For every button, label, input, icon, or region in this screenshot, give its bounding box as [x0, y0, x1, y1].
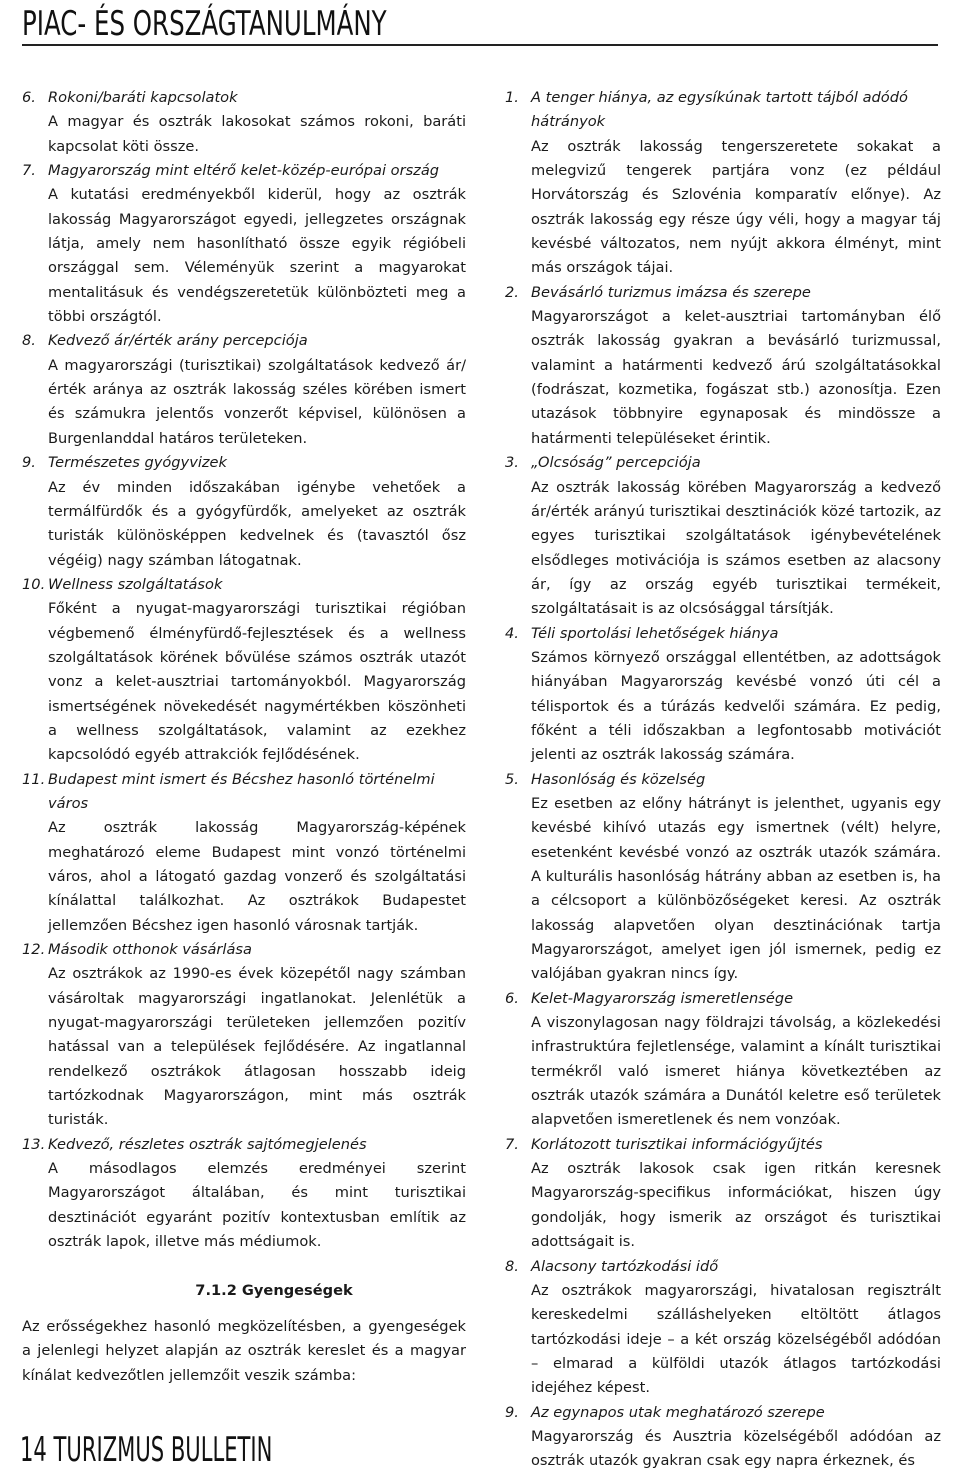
item-title: Az egynapos utak meghatározó szerepe: [531, 1403, 825, 1421]
item-number: 6.: [505, 989, 519, 1007]
item-text: Az osztrákok magyarországi, hivatalosan regisztrált kereskedelmi szálláshelyeken eltöltött átlagos tartózkodási ideje – a két ország közelségéből adódóan – elmarad a külföldi utazók átlagos tartózkodási idejéhez képest.: [531, 1281, 941, 1397]
item-heading: [22, 86, 466, 110]
item-title: Korlátozott turisztikai információgyűjtés: [531, 1135, 823, 1153]
page-footer: 14 TURIZMUS BULLETIN: [20, 1430, 273, 1470]
item-title: Budapest mint ismert és Bécshez hasonló történelmi város: [48, 770, 435, 812]
item-title: Téli sportolási lehetőségek hiánya: [531, 624, 779, 642]
item-title: A tenger hiánya, az egysíkúnak tartott tájból adódó hátrányok: [531, 89, 908, 131]
item-title: Magyarország mint eltérő kelet-közép-európai ország: [48, 162, 440, 180]
list-item: [505, 281, 941, 451]
header-rule: [22, 44, 938, 46]
list-item: [505, 1255, 941, 1401]
item-title: Természetes gyógyvizek: [48, 454, 227, 472]
section-intro: Az erősségekhez hasonló megközelítésben, a gyengeségek a jelenlegi helyzet alapján az osztrák kereslet és a magyar kínálat kedvezőtlen jellemzőit veszik számba:: [22, 1317, 466, 1384]
item-text: Magyarországot a kelet-ausztriai tartományban élő osztrák lakosság gyakran a bevásárló turizmussal, valamint a határmenti kedvező árú szolgáltatásokkal (fodrászat, kozmetika, fogászat stb.) azonosítja. Ezen utazások többnyire egynaposak és mindössze a határmenti településeket érintik.: [531, 308, 941, 447]
item-text: Magyarország és Ausztria közelségéből adódóan az osztrák utazók gyakran csak egy napra érkeznek, és: [531, 1427, 941, 1470]
item-text: A másodlagos elemzés eredményei szerint Magyarországot általában, és mint turisztikai desztinációt egyaránt pozitív kontextusban említik az osztrák lapok, illetve más médiumok.: [48, 1160, 466, 1251]
item-heading: [22, 1133, 466, 1157]
list-item: [22, 329, 466, 451]
item-heading: [505, 281, 941, 305]
item-heading: [22, 938, 466, 962]
list-item: [22, 159, 466, 329]
list-item: [505, 1401, 941, 1474]
item-number: 1.: [505, 89, 519, 106]
list-item: [505, 987, 941, 1133]
item-heading: [505, 86, 941, 135]
item-heading: [505, 622, 941, 646]
item-heading: [22, 573, 466, 597]
item-title: Bevásárló turizmus imázsa és szerepe: [531, 283, 811, 301]
item-text: A magyar és osztrák lakosokat számos rokoni, baráti kapcsolat köti össze.: [48, 113, 466, 155]
item-number: 8.: [22, 332, 36, 350]
item-text: Az osztrákok az 1990-es évek közepétől nagy számban vásároltak magyarországi ingatlanokat. Jelenlétük a nyugat-magyarországi területeken jellemzően pozitív hatással van a települések fejlődésére. Az ingatlannal rendelkező osztrákok átlagosan hosszabb ideig tartózkodnak Magyarországon, mint más osztrák turisták.: [48, 965, 466, 1129]
item-text: Az osztrák lakosság tengerszeretete sokakat a melegvizű tengerek partjára vonz (ez például Horvátország és Szlovénia komparatív előnye). Az osztrák lakosság egy része úgy véli, hogy a magyar táj kevésbé változatos, nem nyújt akkora élményt, mint más országok tájai.: [531, 137, 941, 277]
item-heading: [505, 451, 941, 475]
item-title: Kelet-Magyarország ismeretlensége: [531, 989, 794, 1007]
list-item: [22, 1133, 466, 1255]
item-heading: [22, 451, 466, 475]
list-item: [505, 622, 941, 768]
item-title: Második otthonok vásárlása: [48, 941, 252, 959]
item-number: 5.: [505, 770, 519, 788]
item-text: A magyarországi (turisztikai) szolgáltatások kedvező ár/érték aránya az osztrák lakosság széles körében ismert és számukra jelentős vonzerőt képvisel, különösen a Burgenlanddal határos területeken.: [48, 356, 466, 447]
item-number: 9.: [22, 454, 36, 472]
right-column: [505, 86, 941, 1474]
list-item: [22, 938, 466, 1133]
item-heading: [505, 1401, 941, 1425]
item-text: Főként a nyugat-magyarországi turisztikai régióban végbemenő élményfürdő-fejlesztések és a wellness szolgáltatások körének bővülése számos osztrák utazót vonz a kelet-ausztriai tartományokból. Magyarország ismertségének növekedését nagymértékben köszönheti a wellness szolgáltatások, valamint az ezekhez kapcsolódó egyéb attrakciók fejlődésének.: [48, 600, 466, 764]
list-item: [505, 86, 941, 281]
item-heading: [505, 1255, 941, 1279]
list-item: [505, 1133, 941, 1255]
item-number: 13.: [22, 1135, 46, 1153]
item-number: 6.: [22, 89, 36, 106]
item-text: A kutatási eredményekből kiderül, hogy az osztrák lakosság Magyarországot egyedi, jellegzetes országnak látja, amely nem hasonlítható össze egyik régióbeli országgal sem. Véleményük szerint a magyarokat mentalitásuk és vendégszeretetük különbözteti meg a többi országtól.: [48, 186, 466, 326]
item-number: 7.: [505, 1135, 519, 1153]
item-text: Az osztrák lakosság körében Magyarország a kedvező ár/érték arányú turisztikai desztinációk közé tartozik, az egyes turisztikai szolgáltatások igénybevételének elsődleges motivációja is számos esetben az alacsony ár, így az ország egyéb turisztikai termékeit, szolgáltatásait is az olcsósággal társítják.: [531, 478, 941, 618]
list-item: [22, 768, 466, 938]
item-title: Wellness szolgáltatások: [48, 575, 223, 593]
right-item-list: [505, 86, 941, 1474]
item-text: Az osztrák lakosság Magyarország-képének meghatározó eleme Budapest mint vonzó történelmi város, ahol a látogató gazdag vonzerő és szolgáltatási kínálattal találkozhat. Az osztrákok Budapestet jellemzően Bécshez igen hasonló városnak tartják.: [48, 819, 466, 934]
item-number: 3.: [505, 454, 519, 472]
list-item: [22, 86, 466, 159]
list-item: [505, 768, 941, 987]
item-number: 7.: [22, 162, 36, 180]
item-number: 9.: [505, 1403, 519, 1421]
item-title: „Olcsóság” percepciója: [531, 454, 701, 472]
item-number: 8.: [505, 1257, 519, 1275]
list-item: [505, 451, 941, 621]
item-number: 12.: [22, 941, 46, 959]
item-heading: [22, 329, 466, 353]
item-number: 2.: [505, 283, 519, 301]
item-number: 4.: [505, 624, 519, 642]
running-header: PIAC- ÉS ORSZÁGTANULMÁNY: [22, 4, 387, 44]
item-heading: [22, 159, 466, 183]
item-title: Hasonlóság és közelség: [531, 770, 706, 788]
item-heading: [505, 768, 941, 792]
item-title: Rokoni/baráti kapcsolatok: [48, 89, 238, 106]
list-item: [22, 573, 466, 768]
item-title: Alacsony tartózkodási idő: [531, 1257, 719, 1275]
item-text: Az osztrák lakosok csak igen ritkán keresnek Magyarország-specifikus információkat, hiszen úgy gondolják, hogy ismerik az országot és turisztikai adottságait is.: [531, 1160, 941, 1251]
item-heading: [505, 1133, 941, 1157]
list-item: [22, 451, 466, 573]
item-number: 10.: [22, 575, 46, 593]
item-heading: [505, 987, 941, 1011]
item-text: A viszonylagosan nagy földrajzi távolság, a közlekedési infrastruktúra fejletlensége, valamint a kínált turisztikai termékről való ismeret hiánya következtében az osztrák utazók számára a Dunától keletre eső területek alapvetően ismeretlenek és nem vonzóak.: [531, 1014, 941, 1129]
item-text: Ez esetben az előny hátrányt is jelenthet, ugyanis egy kevésbé kihívó utazás egy ismertnek (vélt) helyre, esetenként kevésbé vonzó az osztrák utazók számára. A kulturális hasonlóság hátrány abban az esetben is, ha a célcsoport a különbözőségeket keresi. Az osztrák lakosság alapvetően olyan desztinációnak tartja Magyarországot, amelyet igen jól ismernek, pedig ez valójában gyakran nincs így.: [531, 794, 941, 983]
item-text: Számos környező országgal ellentétben, az adottságok hiányában Magyarország kevésbé vonzó úti cél a télisportok és a túrázás kedvelői számára. Ez pedig, főként a téli időszakban a legfontosabb motivációt jelenti az osztrák lakosság számára.: [531, 648, 941, 764]
item-title: Kedvező ár/érték arány percepciója: [48, 332, 308, 350]
left-item-list: [22, 86, 466, 1255]
item-number: 11.: [22, 770, 46, 788]
section-heading: 7.1.2 Gyengeségek: [195, 1281, 353, 1299]
item-title: Kedvező, részletes osztrák sajtómegjelenés: [48, 1135, 367, 1153]
left-column: [22, 86, 466, 1388]
item-text: Az év minden időszakában igénybe vehetőek a termálfürdők és a gyógyfürdők, amelyeket az osztrák turisták különösképpen kedvelnek és (tavasztól ősz végéig) nagy számban látogatnak.: [48, 478, 466, 569]
item-heading: [22, 768, 466, 817]
